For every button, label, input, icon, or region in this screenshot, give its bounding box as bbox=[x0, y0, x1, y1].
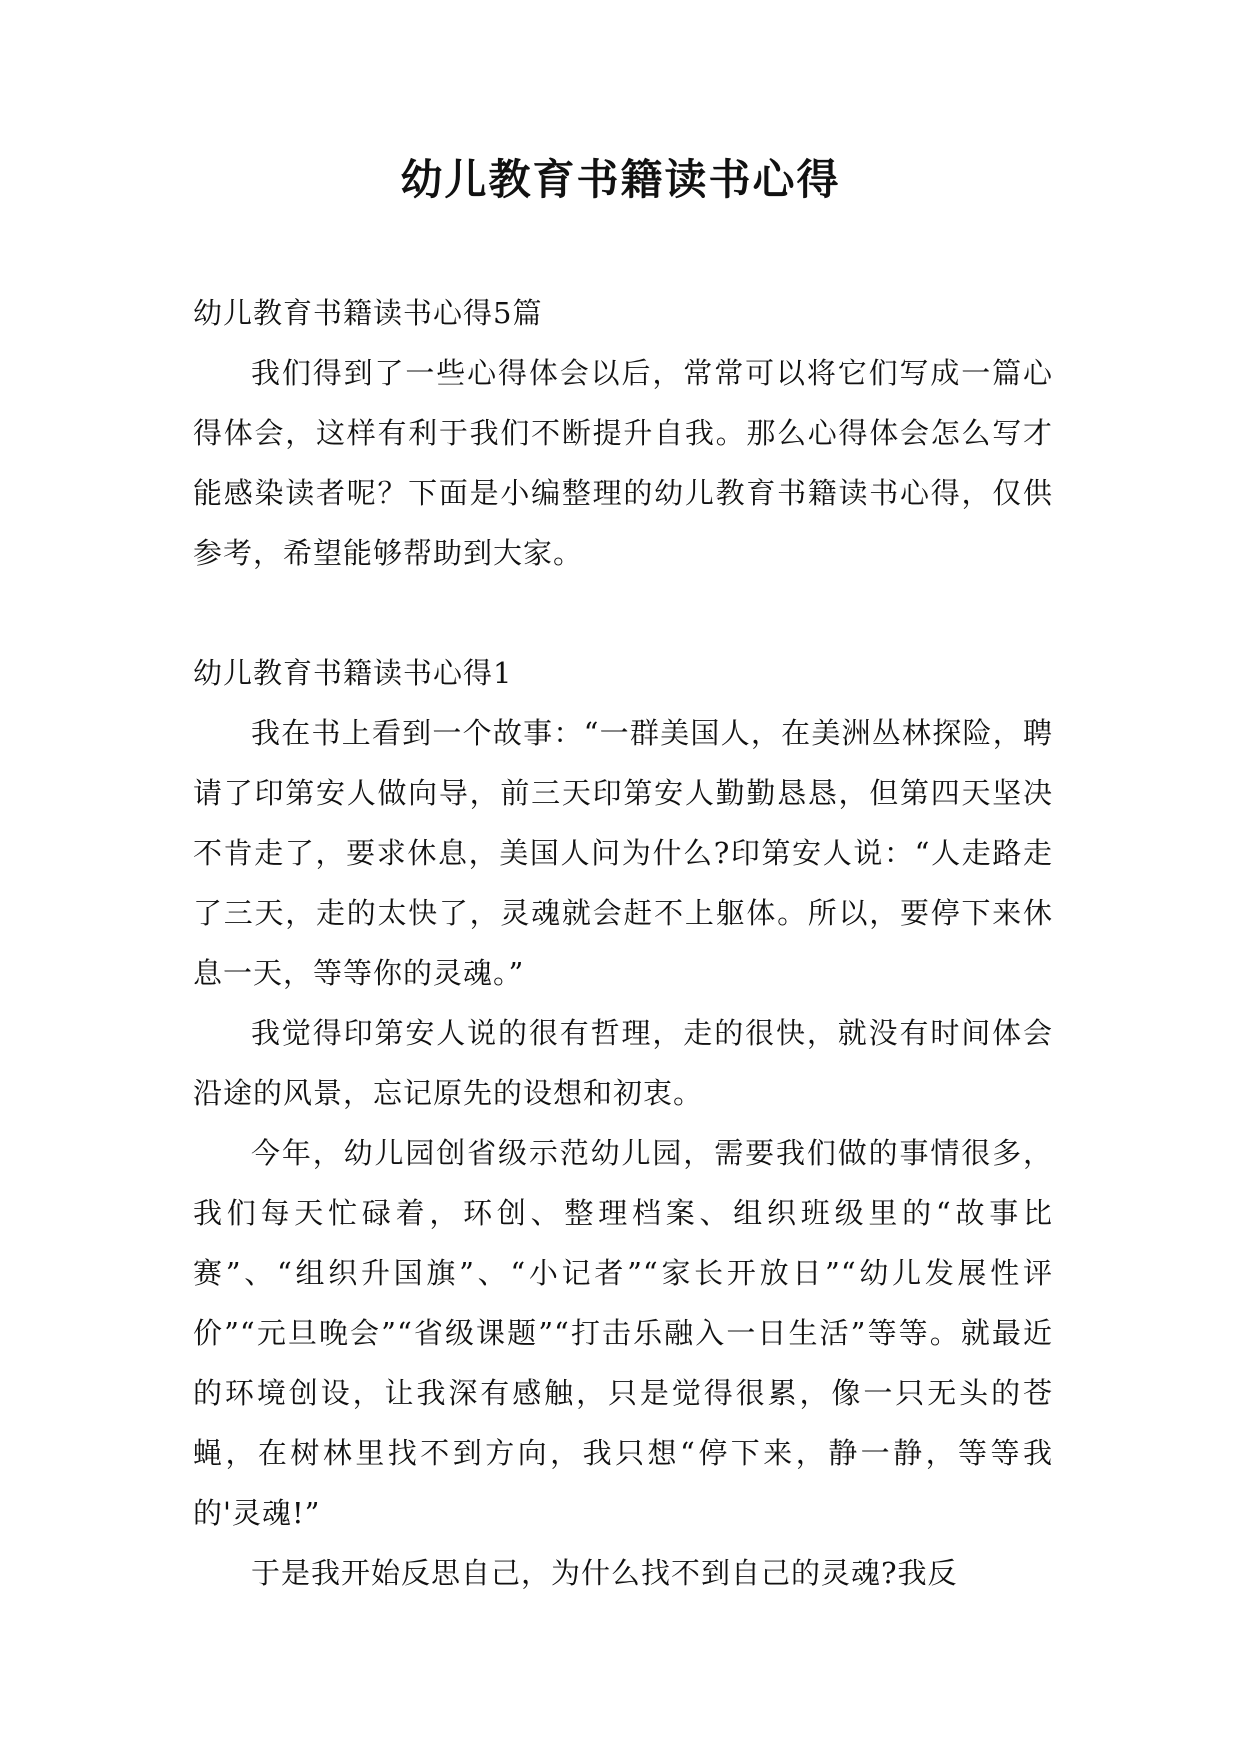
section1-heading: 幼儿教育书籍读书心得1 bbox=[193, 656, 513, 690]
intro-heading: 幼儿教育书籍读书心得5篇 bbox=[193, 296, 543, 330]
section-spacer bbox=[193, 583, 1053, 643]
section1-paragraph-2: 我觉得印第安人说的很有哲理，走的很快，就没有时间体会沿途的风景，忘记原先的设想和初衷。 bbox=[193, 1016, 1053, 1110]
document-body bbox=[193, 283, 1053, 1603]
section1-paragraph-1: 我在书上看到一个故事：“一群美国人，在美洲丛林探险，聘请了印第安人做向导，前三天印第安人勤勤恳恳，但第四天坚决不肯走了，要求休息，美国人问为什么?印第安人说：“人走路走了三天，走的太快了，灵魂就会赶不上躯体。所以，要停下来休息一天，等等你的灵魂。” bbox=[193, 716, 1053, 990]
section1-paragraph-3: 今年，幼儿园创省级示范幼儿园，需要我们做的事情很多，我们每天忙碌着，环创、整理档案、组织班级里的“故事比赛”、“组织升国旗”、“小记者”“家长开放日”“幼儿发展性评价”“元旦晚会”“省级课题”“打击乐融入一日生活”等等。就最近的环境创设，让我深有感触，只是觉得很累，像一只无头的苍蝇，在树林里找不到方向，我只想“停下来，静一静，等等我的'灵魂!” bbox=[193, 1136, 1053, 1530]
intro-paragraph: 我们得到了一些心得体会以后，常常可以将它们写成一篇心得体会，这样有利于我们不断提升自我。那么心得体会怎么写才能感染读者呢？下面是小编整理的幼儿教育书籍读书心得，仅供参考，希望能够帮助到大家。 bbox=[193, 356, 1053, 570]
document-title: 幼儿教育书籍读书心得 bbox=[400, 155, 841, 204]
section1-paragraph-4: 于是我开始反思自己，为什么找不到自己的灵魂?我反 bbox=[251, 1556, 958, 1590]
